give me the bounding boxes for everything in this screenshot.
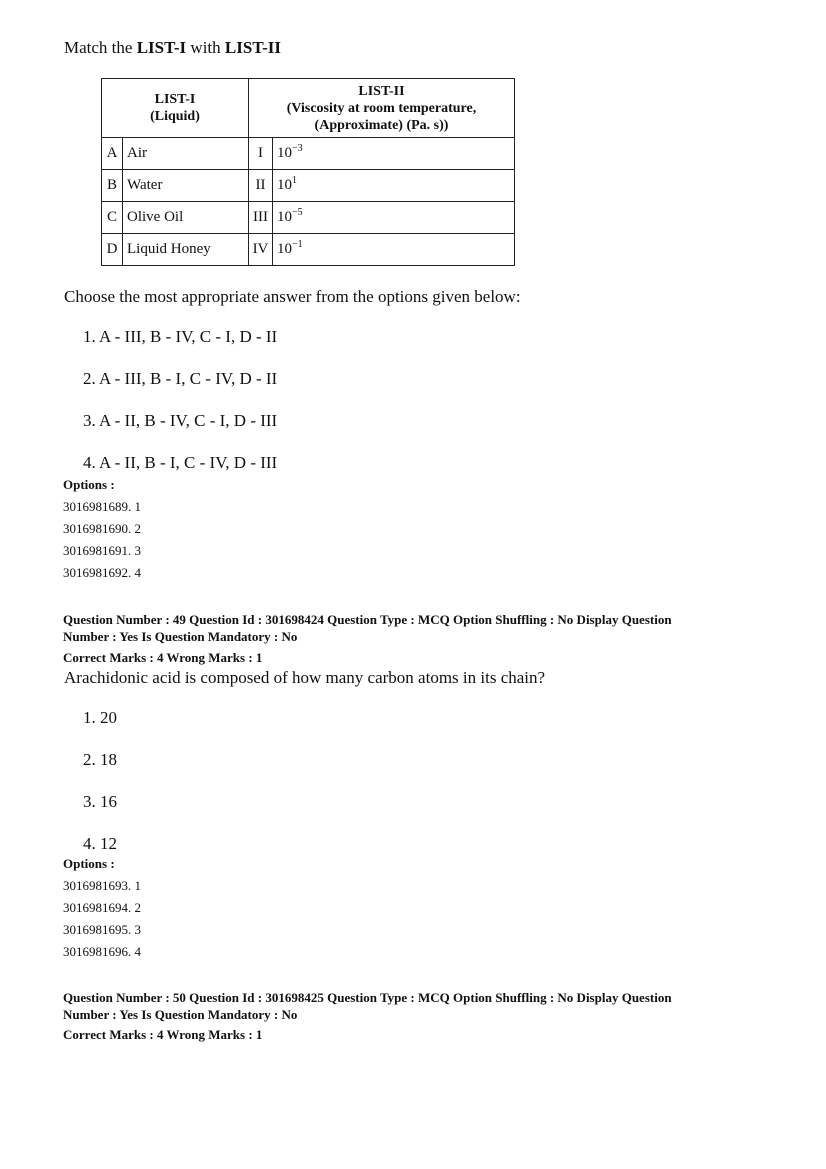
option-id: 3016981691. 3 [63, 543, 141, 558]
options-label: Options : [63, 477, 115, 492]
choice-item: 2. 18 [83, 750, 117, 769]
viscosity-value: $10^{-5}$ [272, 202, 514, 234]
match-instruction: Match the LIST-I with LIST-II [64, 38, 281, 57]
option-id: 3016981694. 2 [63, 900, 141, 915]
liquid-name: Liquid Honey [123, 234, 249, 266]
match-table [101, 78, 515, 266]
question-text: Arachidonic acid is composed of how many carbon atoms in its chain? [64, 668, 546, 687]
roman-numeral: IV [248, 234, 272, 266]
roman-numeral: II [248, 170, 272, 202]
list1-header: LIST-I (Liquid) [102, 79, 249, 138]
table-row [102, 202, 515, 234]
marks-info: Correct Marks : 4 Wrong Marks : 1 [63, 650, 263, 665]
options-label: Options : [63, 856, 115, 871]
choice-item: 3. A - II, B - IV, C - I, D - III [83, 411, 278, 430]
choice-item: 3. 16 [83, 792, 117, 811]
viscosity-value: $10^{-3}$ [272, 138, 514, 170]
liquid-name: Air [123, 138, 249, 170]
option-id: 3016981695. 3 [63, 922, 141, 937]
list2-label: LIST-II [224, 38, 281, 57]
viscosity-value: $10^{-1}$ [272, 234, 514, 266]
table-row [102, 234, 515, 266]
row-code: A [102, 138, 123, 170]
option-id: 3016981689. 1 [63, 499, 141, 514]
option-id: 3016981696. 4 [63, 944, 141, 959]
choice-item: 4. 12 [83, 834, 117, 853]
roman-numeral: III [248, 202, 272, 234]
option-id: 3016981693. 1 [63, 878, 141, 893]
choice-item: 4. A - II, B - I, C - IV, D - III [83, 453, 278, 472]
table-header-row [102, 79, 515, 138]
row-code: D [102, 234, 123, 266]
table-row [102, 170, 515, 202]
row-code: B [102, 170, 123, 202]
list2-header: LIST-II (Viscosity at room temperature, (Approximate) (Pa. s)) [248, 79, 514, 138]
liquid-name: Olive Oil [123, 202, 249, 234]
list1-label: LIST-I [136, 38, 187, 57]
liquid-name: Water [123, 170, 249, 202]
choice-item: 1. 20 [83, 708, 117, 727]
row-code: C [102, 202, 123, 234]
question-header: Question Number : 50 Question Id : 301698425 Question Type : MCQ Option Shuffling : No Display Question Number : Yes Is Question Mandatory : No [63, 990, 672, 1022]
choice-item: 1. A - III, B - IV, C - I, D - II [83, 327, 278, 346]
roman-numeral: I [248, 138, 272, 170]
option-id: 3016981692. 4 [63, 565, 141, 580]
question-header: Question Number : 49 Question Id : 301698424 Question Type : MCQ Option Shuffling : No Display Question Number : Yes Is Question Mandatory : No [63, 612, 672, 644]
answer-prompt: Choose the most appropriate answer from the options given below: [64, 287, 521, 306]
table-row [102, 138, 515, 170]
option-id: 3016981690. 2 [63, 521, 141, 536]
choice-item: 2. A - III, B - I, C - IV, D - II [83, 369, 278, 388]
viscosity-value: $10^1$ [272, 170, 514, 202]
marks-info: Correct Marks : 4 Wrong Marks : 1 [63, 1027, 263, 1042]
